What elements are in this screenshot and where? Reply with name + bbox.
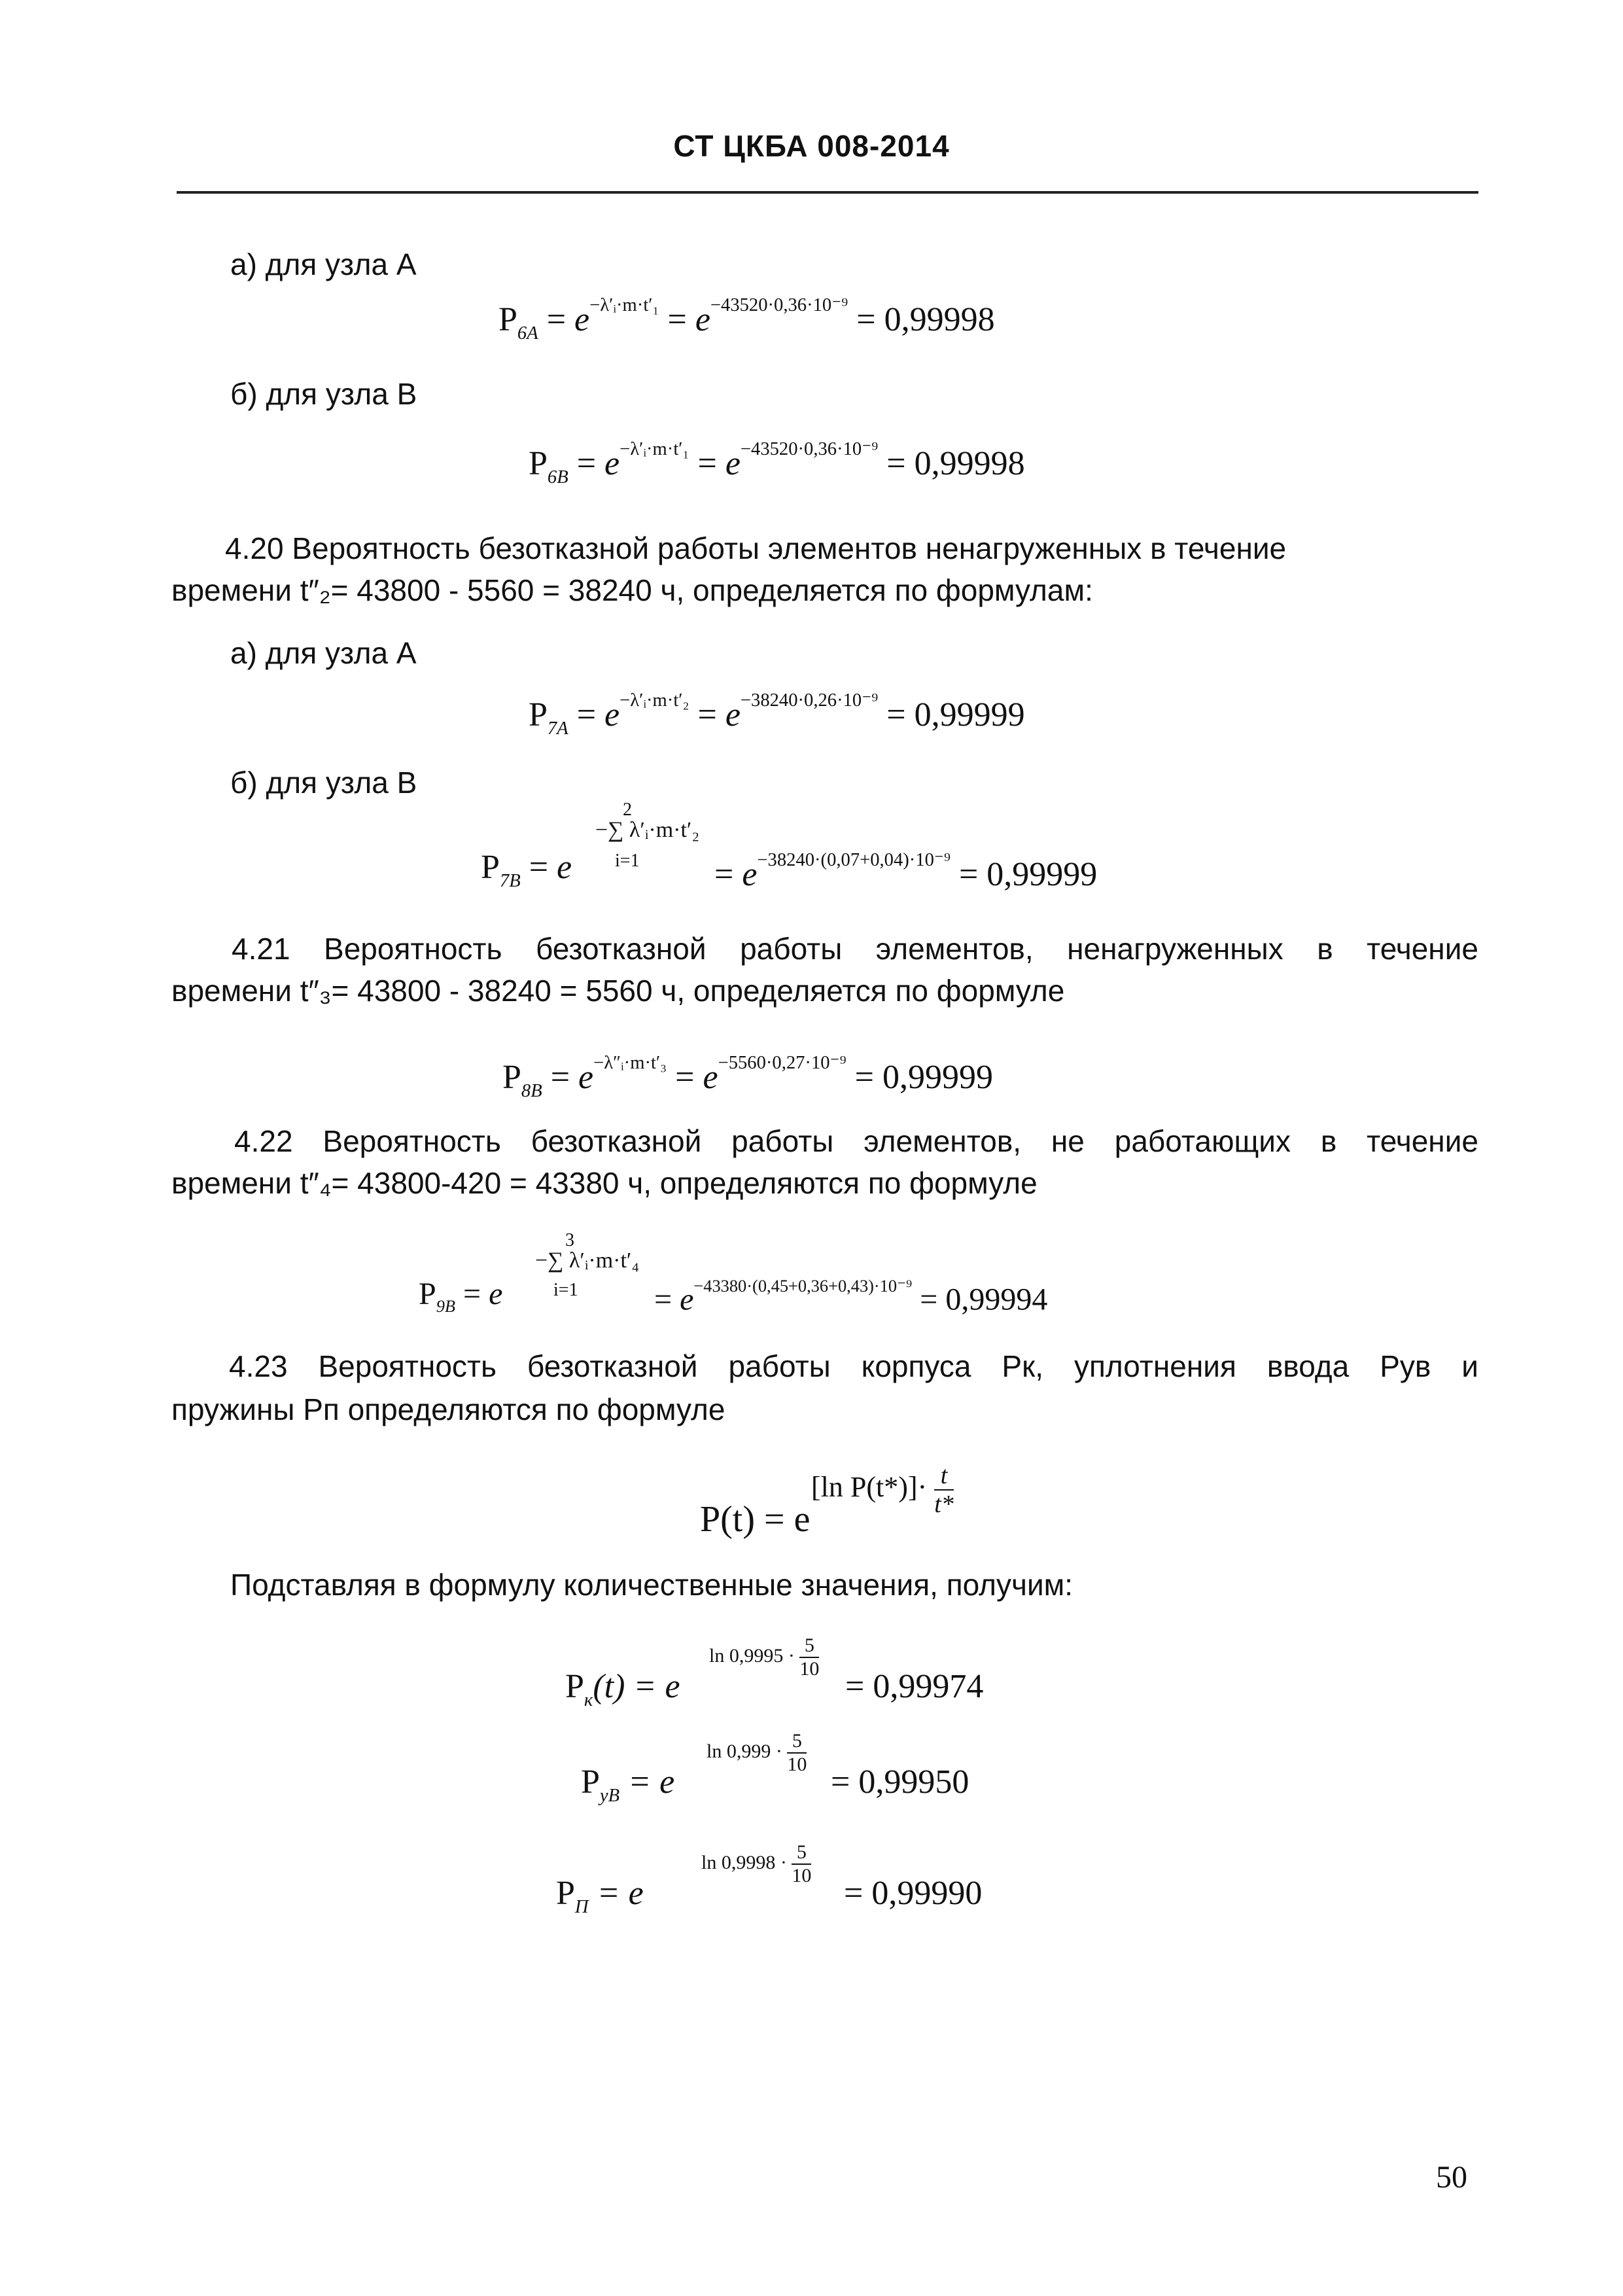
formula-lhs-sub: уВ (599, 1785, 620, 1806)
formula-numeric-exponent: −43520·0,36·10⁻⁹ (740, 439, 879, 459)
formula-argument: = e (620, 1763, 675, 1801)
formula-exponent: ln 0,9995 · (709, 1644, 795, 1667)
formula-lhs-sub: 8B (521, 1080, 542, 1101)
formula-exponent: −λ′ᵢ·m·t′₁ (589, 295, 659, 315)
formula-lhs: P (481, 849, 500, 886)
paragraph-line: пружины Рп определяются по формуле (171, 1392, 725, 1426)
formula-result: = 0,99999 (886, 696, 1025, 734)
formula-lhs: P(t) = e (700, 1499, 811, 1540)
page-number: 50 (1436, 2160, 1467, 2195)
formula-lhs-sub: 6A (517, 323, 538, 344)
document-page: СТ ЦКБА 008-2014 а) для узла А $P_{6A} = e^{-\lambda'ᵢ\cdot m\cdot t'_1} = e^{-43520\cdot 0,36\cdot 10^{-9}} = 0,99998$ б) для узла В $P_{6B} = e^{-\lambda'ᵢ\cdot m\cdot t'_1} = e^{-43520\cdot 0,36\cdot 10^{-9}} = 0,99998$ 4.20 Вероятность безотказной работы элементов ненагруженных в течение времени t″₂= 43800 - 5560 = 38240 ч, определяется по формулам: а) для узла А $P_{7A} = e^{-\lambda'ᵢ\cdot m\cdot t'_2} = e^{-38240\cdot 0,26\cdot 10^{-9}} = 0,99999$ б) для узла В 2 −∑ λ′ᵢ·m·t′₂ i=1 $P_{7B} = e$ = $e^{-38240\cdot(0,07+0,04)\cdot 10^{-9}} = 0,99999$ 4.21 Вероятность безотказной работы элементов, ненагруженных в течение времени t″₃= 43800 - 38240 = 5560 ч, определяется по формуле $P_{8B} = e^{-\lambda''ᵢ\cdot m\cdot t'_3} = e^{-5560\cdot 0,27\cdot 10^{-9}} = 0,99999$ 4.22 Вероятность безотказной работы элементов, не работающих в течение времени t″₄= 43800-420 = 43380 ч, определяются по формуле 3 −∑ λ′ᵢ·m·t′₄ i=1 $P_{9B} = e$ = $e^{-43380\cdot(0,45+0,36+0,43)\cdot 10^{-9}} = 0,99994$ 4.23 Вероятность безотказной работы корпуса Рк, уплотнения ввода Рув и пружины Рп определяются по формуле [ln P(t*)]· $\frac{t}{t*}$ P(t) = e Подставляя в формулу количественные значения, получим: ln 0,9995 · $\frac{5}{10}$ $P_к(t) = e$ = 0,99974 ln 0,999 · $\frac{5}{10}$ $P_{уВ} = e$ = 0,99950 ln 0,9998 · $\frac{5}{10}$ $P_П = e$ = 0,99990 50 (0, 0, 1623, 2296)
paragraph-line: времени t″₄= 43800-420 = 43380 ч, определяются по формуле (171, 1166, 1038, 1200)
formula-lhs: P (419, 1277, 436, 1311)
paragraph-4-23-cont (171, 1388, 1478, 1430)
sum-upper-limit: 2 (623, 800, 632, 820)
fraction-numerator: 5 (787, 1731, 807, 1754)
item-a-node-a: а) для узла А (230, 636, 417, 670)
sum-body: −∑ λ′ᵢ·m·t′₄ (535, 1248, 640, 1273)
formula-p6a: $P_{6A} = e^{-\lambda'ᵢ\cdot m\cdot t'_1} = e^{-43520\cdot 0,36\cdot 10^{-9}} = 0,99998$ (498, 295, 995, 344)
item-b-node-b: б) для узла В (230, 377, 417, 411)
paragraph-line: времени t″₂= 43800 - 5560 = 38240 ч, определяется по формулам: (171, 573, 1093, 607)
formula-numeric-exponent: −43520·0,36·10⁻⁹ (710, 295, 848, 315)
formula-lhs-sub: 9B (436, 1296, 456, 1316)
formula-lhs: P (556, 1875, 575, 1912)
formula-p7a: $P_{7A} = e^{-\lambda'ᵢ\cdot m\cdot t'_2} = e^{-38240\cdot 0,26\cdot 10^{-9}} = 0,99999$ (529, 690, 1025, 739)
formula-numeric-exponent: −38240·(0,07+0,04)·10⁻⁹ (757, 850, 951, 870)
formula-exponent: [ln P(t*)]· (811, 1471, 928, 1504)
formula-lhs-sub: П (574, 1896, 589, 1917)
paragraph-line: 4.21 Вероятность безотказной работы элементов, ненагруженных в течение (232, 932, 1478, 966)
paragraph-line: 4.20 Вероятность безотказной работы элементов ненагруженных в течение (225, 531, 1287, 565)
formula-numeric-exponent: −43380·(0,45+0,36+0,43)·10⁻⁹ (693, 1276, 913, 1296)
formula-lhs: P (502, 1059, 521, 1097)
item-b-node-b: б) для узла В (230, 766, 417, 800)
header-rule (177, 191, 1478, 194)
formula-argument: (t) = e (593, 1668, 680, 1705)
formula-lhs-sub: 7B (499, 870, 521, 891)
fraction-denominator: 10 (799, 1658, 820, 1680)
sum-upper-limit: 3 (565, 1230, 574, 1250)
formula-result: = 0,99998 (856, 301, 995, 339)
paragraph-line: времени t″₃= 43800 - 38240 = 5560 ч, определяется по формуле (171, 974, 1065, 1008)
paragraph-line: 4.23 Вероятность безотказной работы корпуса Рк, уплотнения ввода Рув и (229, 1349, 1478, 1383)
paragraph-4-22-cont (171, 1162, 1478, 1204)
paragraph-4-22 (171, 1120, 1478, 1162)
paragraph-4-23 (171, 1345, 1478, 1387)
fraction-numerator: 5 (792, 1843, 811, 1865)
formula-result: = 0,99999 (854, 1059, 993, 1097)
formula-numeric-exponent: −38240·0,26·10⁻⁹ (740, 690, 879, 711)
formula-lhs-sub: 6B (547, 467, 568, 487)
formula-numeric-exponent: −5560·0,27·10⁻⁹ (718, 1053, 846, 1073)
paragraph-line: 4.22 Вероятность безотказной работы элементов, не работающих в течение (234, 1124, 1478, 1158)
formula-lhs: P (529, 696, 548, 734)
formula-lhs: P (581, 1763, 600, 1801)
formula-result: = 0,99990 (844, 1875, 983, 1912)
fraction-denominator: 10 (787, 1754, 807, 1775)
formula-p8b: $P_{8B} = e^{-\lambda''ᵢ\cdot m\cdot t'_3} = e^{-5560\cdot 0,27\cdot 10^{-9}} = 0,99999$ (502, 1053, 993, 1101)
paragraph-4-20 (171, 527, 1478, 611)
formula-argument: = e (588, 1875, 644, 1912)
sum-lower-limit: i=1 (615, 851, 640, 871)
formula-lhs: P (565, 1668, 584, 1705)
item-a-node-a: а) для узла А (230, 247, 417, 281)
fraction-numerator: 5 (799, 1636, 819, 1658)
fraction-numerator: t (934, 1463, 954, 1491)
fraction-denominator: 10 (792, 1865, 812, 1886)
formula-result: = 0,99994 (920, 1282, 1048, 1317)
substitution-sentence: Подставляя в формулу количественные значения, получим: (230, 1568, 1073, 1602)
formula-exponent: −λ′ᵢ·m·t′₂ (620, 690, 689, 711)
formula-result: = 0,99950 (831, 1763, 969, 1801)
formula-result: = 0,99974 (845, 1668, 984, 1705)
formula-exponent: −λ″ᵢ·m·t′₃ (593, 1053, 667, 1073)
sum-body: −∑ λ′ᵢ·m·t′₂ (595, 818, 700, 842)
sum-lower-limit: i=1 (553, 1280, 578, 1300)
document-header: СТ ЦКБА 008-2014 (673, 129, 950, 163)
formula-exponent: −λ′ᵢ·m·t′₁ (620, 439, 689, 459)
formula-p6b: $P_{6B} = e^{-\lambda'ᵢ\cdot m\cdot t'_1} = e^{-43520\cdot 0,36\cdot 10^{-9}} = 0,99998$ (529, 439, 1025, 487)
formula-exponent: ln 0,999 · (707, 1740, 782, 1762)
paragraph-4-21-cont (171, 970, 1478, 1012)
fraction-denominator: t* (934, 1491, 954, 1518)
formula-lhs: P (498, 301, 517, 339)
formula-lhs-sub: к (584, 1689, 593, 1710)
formula-lhs: P (529, 445, 548, 483)
formula-lhs-sub: 7A (547, 718, 568, 739)
formula-result: = 0,99998 (886, 445, 1025, 483)
formula-result: = 0,99999 (958, 856, 1098, 894)
formula-exponent: ln 0,9998 · (701, 1851, 787, 1873)
paragraph-4-21 (171, 928, 1478, 970)
